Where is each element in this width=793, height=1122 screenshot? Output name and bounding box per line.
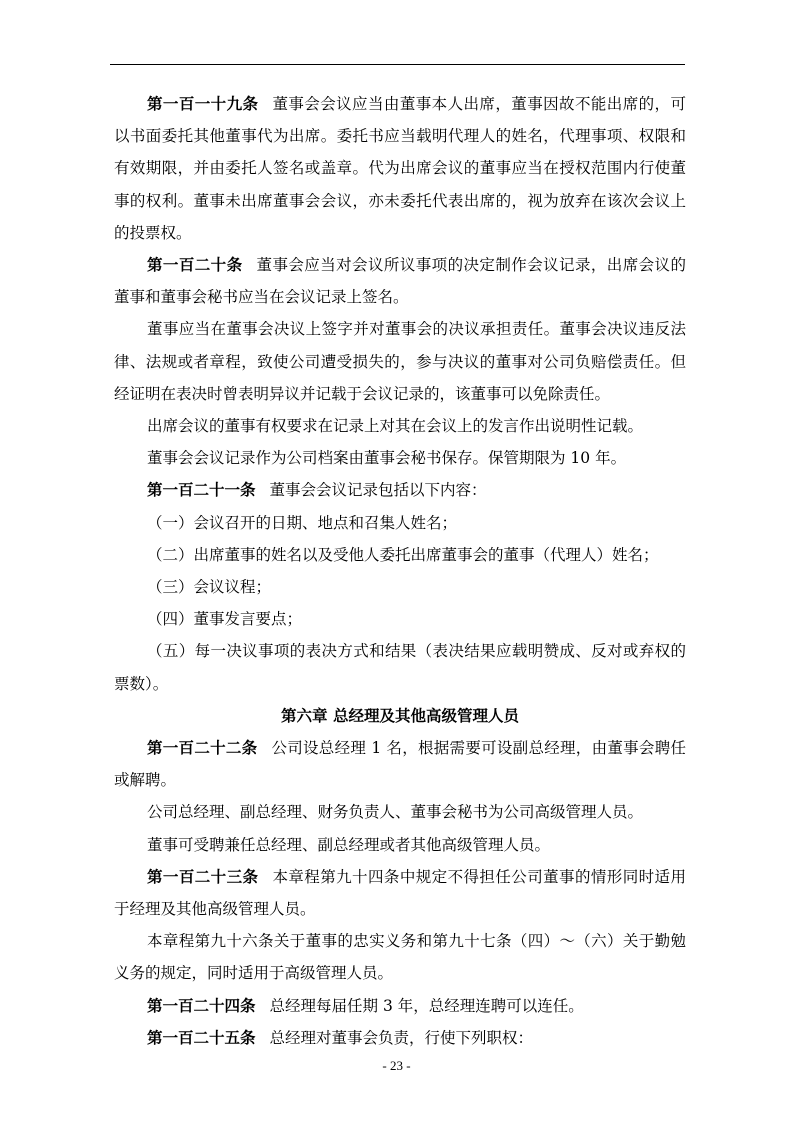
list-item: （四）董事发言要点； — [147, 610, 303, 629]
paragraph: 公司总经理、副总经理、财务负责人、董事会秘书为公司高级管理人员。 — [147, 803, 644, 822]
article-label: 第一百二十五条 — [147, 1027, 256, 1047]
article-text: 本章程第九十四条中规定不得担任公司董事的情形同时适用于经理及其他高级管理人员。 — [114, 867, 686, 919]
article-125 — [114, 1022, 686, 1054]
article-123 — [114, 861, 686, 925]
article-text: 董事会应当对会议所议事项的决定制作会议记录，出席会议的董事和董事会秘书应当在会议记录上签名。 — [114, 256, 686, 307]
list-item: （三）会议议程； — [147, 578, 272, 597]
article-122 — [114, 732, 686, 796]
article-text: 董事会会议应当由董事本人出席，董事因故不能出席的，可以书面委托其他董事代为出席。委托书应当载明代理人的姓名，代理事项、权限和有效期限，并由委托人签名或盖章。代为出席会议的董事应当在授权范围内行使董事的权利。董事未出席董事会会议，亦未委托代表出席的，视为放弃在该次会议上的投票权。 — [114, 95, 686, 242]
article-text: 董事会会议记录包括以下内容： — [269, 481, 487, 500]
article-label: 第一百二十一条 — [147, 480, 256, 500]
list-item: （五）每一决议事项的表决方式和结果（表决结果应载明赞成、反对或弃权的票数）。 — [114, 642, 686, 693]
article-124 — [114, 990, 686, 1022]
page-number: - 23 - — [382, 1058, 411, 1073]
header-rule — [110, 64, 685, 65]
article-label: 第一百二十条 — [147, 255, 243, 275]
article-text: 总经理对董事会负责，行使下列职权： — [269, 1028, 534, 1047]
list-item: （一）会议召开的日期、地点和召集人姓名； — [147, 513, 458, 532]
article-label: 第一百二十二条 — [147, 738, 258, 758]
paragraph: 董事会会议记录作为公司档案由董事会秘书保存。保管期限为 10 年。 — [147, 449, 627, 468]
article-120 — [114, 249, 686, 313]
article-text: 总经理每届任期 3 年，总经理连聘可以连任。 — [269, 996, 584, 1015]
chapter-heading: 第六章 总经理及其他高级管理人员 — [281, 705, 519, 725]
article-label: 第一百一十九条 — [147, 94, 259, 113]
article-121 — [114, 474, 686, 506]
paragraph: 本章程第九十六条关于董事的忠实义务和第九十七条（四）～（六）关于勤勉义务的规定，同时适用于高级管理人员。 — [114, 932, 686, 983]
article-text: 公司设总经理 1 名，根据需要可设副总经理，由董事会聘任或解聘。 — [114, 739, 686, 790]
list-item: （二）出席董事的姓名以及受他人委托出席董事会的董事（代理人）姓名； — [147, 545, 659, 564]
article-label: 第一百二十四条 — [147, 995, 256, 1015]
article-119 — [114, 88, 686, 249]
paragraph: 出席会议的董事有权要求在记录上对其在会议上的发言作出说明性记载。 — [147, 417, 644, 436]
article-label: 第一百二十三条 — [147, 866, 259, 886]
paragraph: 董事应当在董事会决议上签字并对董事会的决议承担责任。董事会决议违反法律、法规或者章程，致使公司遭受损失的，参与决议的董事对公司负赔偿责任。但经证明在表决时曾表明异议并记载于会议记录的，该董事可以免除责任。 — [114, 320, 686, 403]
paragraph: 董事可受聘兼任总经理、副总经理或者其他高级管理人员。 — [147, 835, 551, 854]
document-body — [114, 88, 686, 1054]
